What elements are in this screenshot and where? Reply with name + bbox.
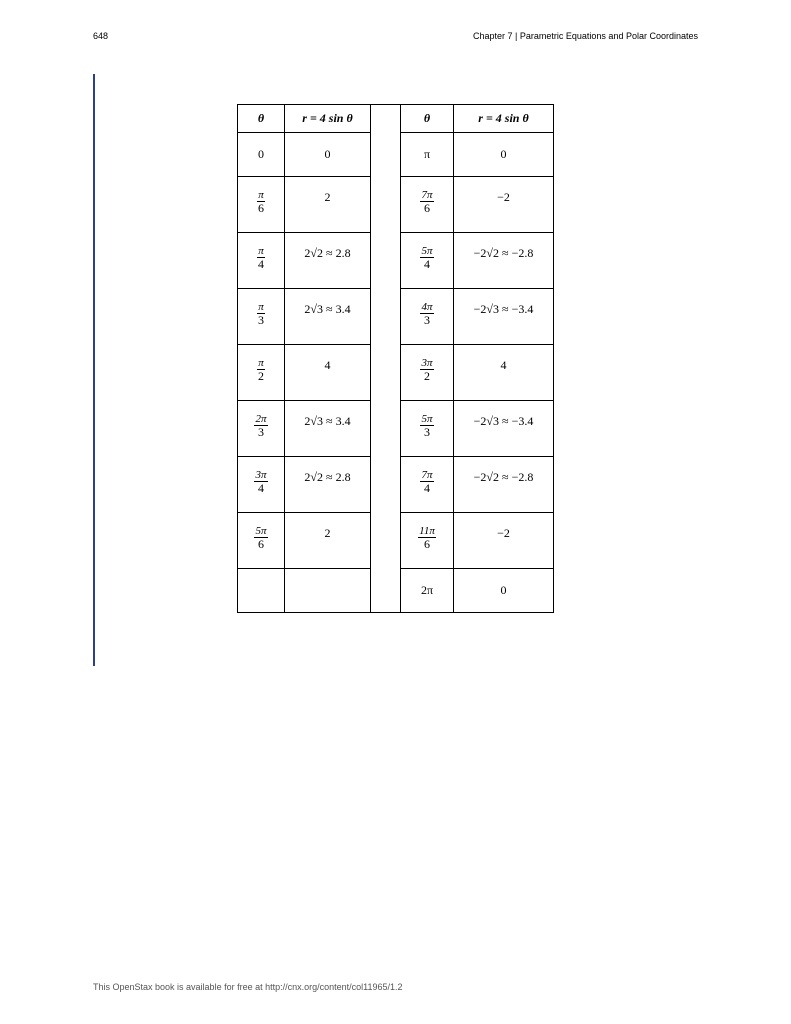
theta-fraction	[420, 414, 433, 438]
r-cell-2	[454, 233, 554, 289]
theta-fraction	[420, 302, 433, 326]
r-cell-1	[285, 345, 371, 401]
r-value: 0	[500, 583, 507, 597]
fraction-denominator: 3	[257, 425, 264, 439]
r-cell-2	[454, 289, 554, 345]
fraction-denominator: 4	[257, 481, 264, 495]
theta-value: 2π	[420, 583, 434, 597]
theta-fraction	[418, 526, 436, 550]
r-cell-2	[454, 569, 554, 613]
theta-cell-1	[238, 457, 285, 513]
theta-cell-1	[238, 177, 285, 233]
r-value: −2	[497, 190, 510, 204]
r-value: −2√2 ≈ −2.8	[473, 470, 534, 484]
header-r-2: r = 4 sin θ	[454, 105, 554, 133]
spacer-cell	[371, 569, 401, 613]
footer-note: This OpenStax book is available for free at http://cnx.org/content/col11965/1.2	[93, 982, 403, 992]
values-table	[237, 104, 554, 613]
table-row	[238, 233, 554, 289]
fraction-denominator: 6	[257, 537, 264, 551]
r-cell-1	[285, 233, 371, 289]
r-cell-2	[454, 457, 554, 513]
fraction-numerator: 5π	[421, 413, 433, 425]
spacer-cell	[371, 457, 401, 513]
fraction-denominator: 4	[257, 257, 264, 271]
table-row	[238, 177, 554, 233]
theta-fraction	[254, 414, 267, 438]
r-cell-2	[454, 401, 554, 457]
r-value: −2	[497, 526, 510, 540]
r-cell-2	[454, 345, 554, 401]
fraction-denominator: 3	[257, 313, 264, 327]
fraction-denominator: 2	[257, 369, 264, 383]
fraction-numerator: π	[258, 189, 264, 201]
fraction-numerator: 5π	[421, 245, 433, 257]
theta-cell-2	[401, 345, 454, 401]
r-cell-1	[285, 133, 371, 177]
fraction-numerator: π	[258, 301, 264, 313]
theta-cell-2	[401, 401, 454, 457]
fraction-numerator: 2π	[255, 413, 267, 425]
r-value: 2√2 ≈ 2.8	[304, 246, 351, 260]
fraction-denominator: 6	[257, 201, 264, 215]
theta-fraction	[420, 358, 433, 382]
r-value: 4	[500, 358, 507, 372]
r-value: 4	[324, 358, 331, 372]
theta-cell-2	[401, 569, 454, 613]
theta-fraction	[420, 470, 433, 494]
theta-fraction	[254, 470, 267, 494]
r-value: −2√3 ≈ −3.4	[473, 414, 534, 428]
fraction-denominator: 3	[423, 313, 430, 327]
fraction-numerator: 3π	[421, 357, 433, 369]
theta-cell-2	[401, 457, 454, 513]
fraction-numerator: 11π	[419, 525, 435, 537]
theta-cell-1	[238, 289, 285, 345]
page-number: 648	[93, 31, 109, 41]
r-cell-2	[454, 133, 554, 177]
fraction-numerator: 7π	[421, 189, 433, 201]
fraction-denominator: 4	[423, 481, 430, 495]
r-value: 2√3 ≈ 3.4	[304, 414, 351, 428]
r-cell-1	[285, 457, 371, 513]
spacer-cell	[371, 401, 401, 457]
fraction-denominator: 6	[423, 201, 430, 215]
table-row	[238, 513, 554, 569]
fraction-denominator: 3	[423, 425, 430, 439]
spacer-cell	[371, 177, 401, 233]
fraction-numerator: π	[258, 357, 264, 369]
header-spacer	[371, 105, 401, 133]
table-row	[238, 401, 554, 457]
fraction-denominator: 2	[423, 369, 430, 383]
theta-cell-1	[238, 513, 285, 569]
theta-cell-2	[401, 513, 454, 569]
chapter-title: Chapter 7 | Parametric Equations and Polar Coordinates	[473, 31, 698, 41]
header-theta-1: θ	[238, 105, 285, 133]
fraction-numerator: 4π	[421, 301, 433, 313]
r-value: 2√3 ≈ 3.4	[304, 302, 351, 316]
r-cell-1	[285, 177, 371, 233]
theta-fraction	[254, 526, 267, 550]
r-cell-1	[285, 569, 371, 613]
r-cell-1	[285, 513, 371, 569]
r-cell-2	[454, 177, 554, 233]
header-row	[238, 105, 554, 133]
theta-cell-2	[401, 177, 454, 233]
theta-cell-2	[401, 233, 454, 289]
spacer-cell	[371, 233, 401, 289]
r-value: 2	[324, 526, 331, 540]
theta-fraction	[420, 246, 433, 270]
theta-fraction	[420, 190, 433, 214]
theta-fraction	[257, 358, 265, 382]
theta-fraction	[257, 246, 265, 270]
r-value: −2√2 ≈ −2.8	[473, 246, 534, 260]
theta-cell-1	[238, 345, 285, 401]
r-value: 0	[324, 147, 331, 161]
header-r-1: r = 4 sin θ	[285, 105, 371, 133]
table-row	[238, 457, 554, 513]
theta-cell-1	[238, 233, 285, 289]
r-cell-1	[285, 401, 371, 457]
theta-cell-1	[238, 133, 285, 177]
theta-cell-1	[238, 401, 285, 457]
theta-value: 0	[258, 147, 264, 161]
r-value: −2√3 ≈ −3.4	[473, 302, 534, 316]
fraction-numerator: 7π	[421, 469, 433, 481]
r-value: 2√2 ≈ 2.8	[304, 470, 351, 484]
table-row	[238, 569, 554, 613]
theta-cell-1	[238, 569, 285, 613]
theta-fraction	[257, 190, 265, 214]
spacer-cell	[371, 345, 401, 401]
fraction-numerator: 3π	[255, 469, 267, 481]
theta-value: π	[423, 147, 431, 161]
margin-bar	[93, 74, 95, 666]
table-row	[238, 289, 554, 345]
theta-cell-2	[401, 133, 454, 177]
theta-fraction	[257, 302, 265, 326]
r-cell-1	[285, 289, 371, 345]
r-cell-2	[454, 513, 554, 569]
spacer-cell	[371, 513, 401, 569]
header-theta-2: θ	[401, 105, 454, 133]
spacer-cell	[371, 289, 401, 345]
fraction-denominator: 4	[423, 257, 430, 271]
table-row	[238, 133, 554, 177]
table-row	[238, 345, 554, 401]
r-value: 2	[324, 190, 331, 204]
fraction-numerator: π	[258, 245, 264, 257]
fraction-numerator: 5π	[255, 525, 267, 537]
theta-cell-2	[401, 289, 454, 345]
fraction-denominator: 6	[423, 537, 430, 551]
spacer-cell	[371, 133, 401, 177]
r-value: 0	[500, 147, 507, 161]
